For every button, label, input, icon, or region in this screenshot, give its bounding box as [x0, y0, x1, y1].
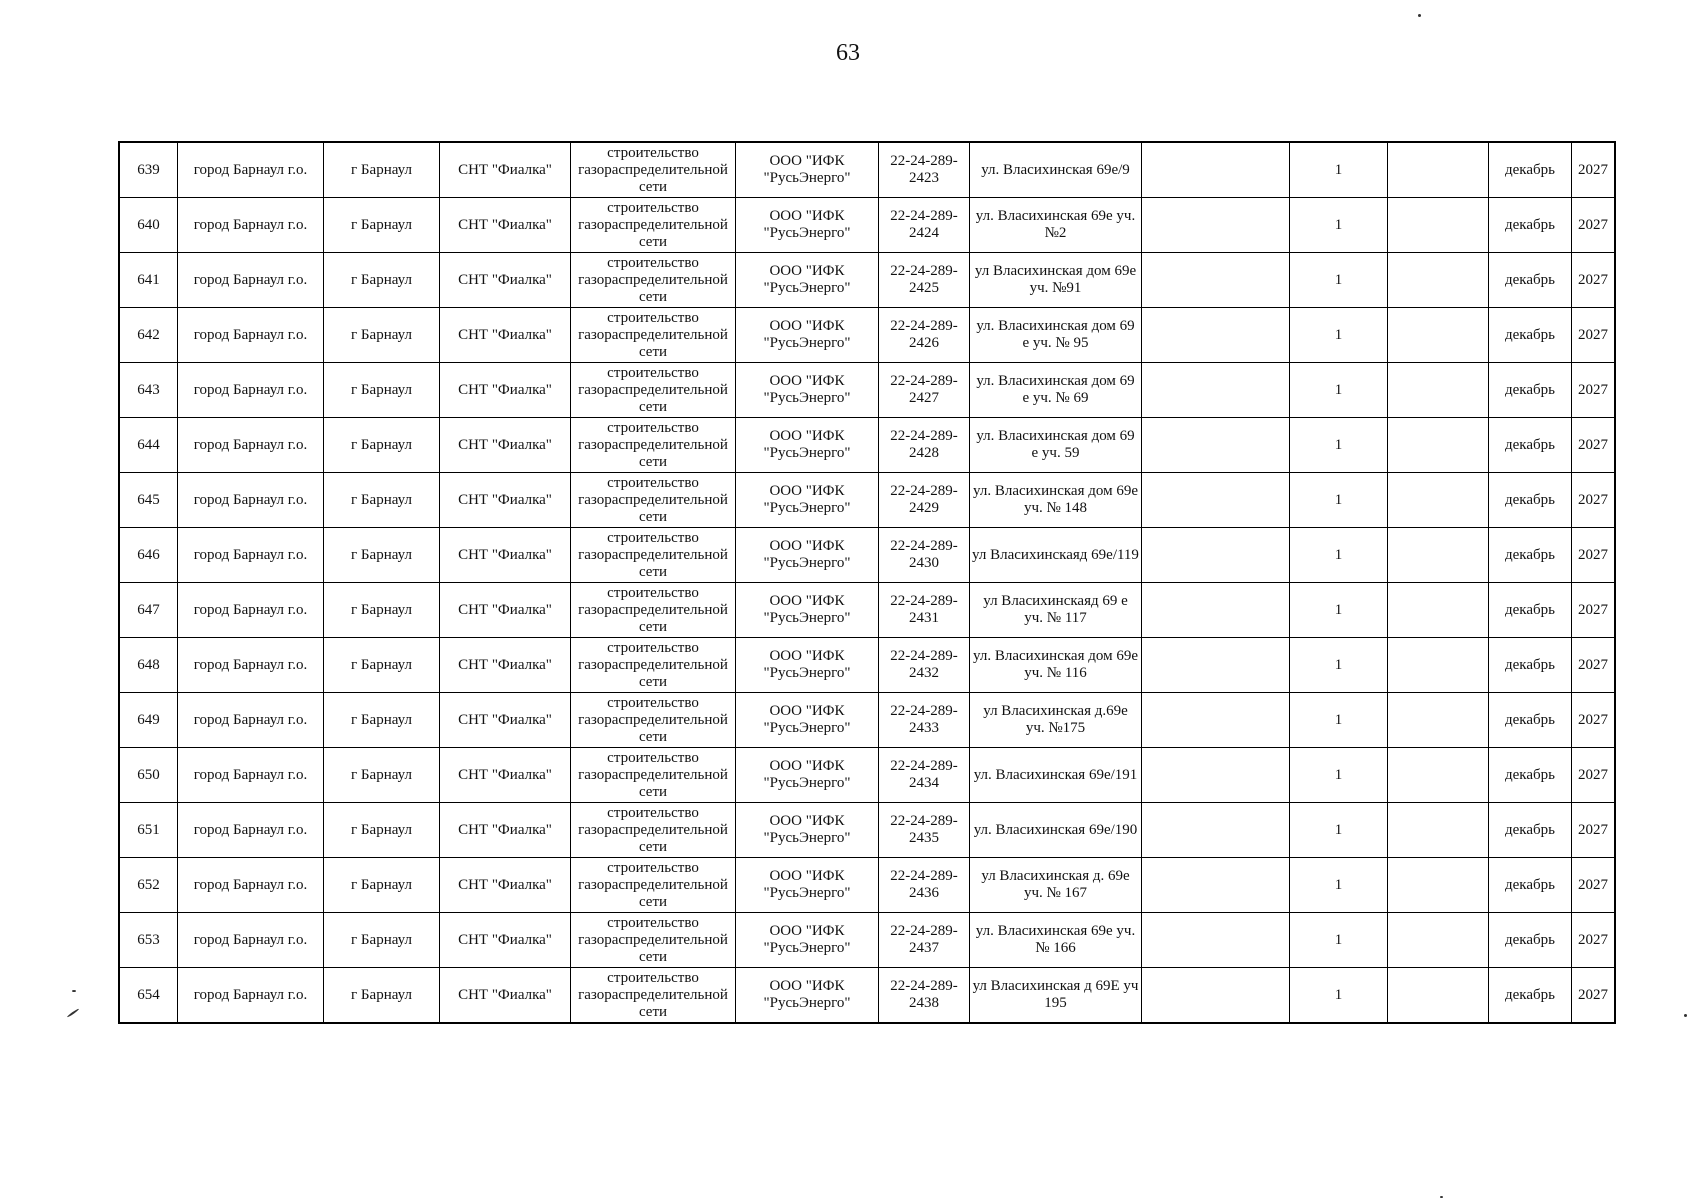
address-cell: ул. Власихинская дом 69е уч. № 116: [970, 638, 1142, 693]
table-row: [119, 528, 1615, 583]
address-cell: ул. Власихинская 69е/9: [970, 142, 1142, 198]
address-cell: ул. Власихинская 69е/190: [970, 803, 1142, 858]
table-row: [119, 968, 1615, 1024]
month-cell: декабрь: [1489, 913, 1572, 968]
table-row: [119, 198, 1615, 253]
snt-cell: СНТ "Фиалка": [440, 803, 571, 858]
year-cell: 2027: [1572, 308, 1616, 363]
quantity-cell: 1: [1290, 473, 1388, 528]
municipality-cell: город Барнаул г.о.: [178, 418, 324, 473]
work-type-cell: строительство газораспределительной сети: [571, 473, 736, 528]
empty-cell: [1388, 528, 1489, 583]
work-type-cell: строительство газораспределительной сети: [571, 528, 736, 583]
table-row: [119, 142, 1615, 198]
snt-cell: СНТ "Фиалка": [440, 968, 571, 1024]
table-row: [119, 363, 1615, 418]
city-cell: г Барнаул: [324, 142, 440, 198]
address-cell: ул. Власихинская дом 69 е уч. № 95: [970, 308, 1142, 363]
address-cell: ул. Власихинская дом 69 е уч. № 69: [970, 363, 1142, 418]
empty-cell: [1388, 583, 1489, 638]
row-number: 639: [119, 142, 178, 198]
quantity-cell: 1: [1290, 638, 1388, 693]
year-cell: 2027: [1572, 748, 1616, 803]
code-cell: 22-24-289-2436: [879, 858, 970, 913]
quantity-cell: 1: [1290, 693, 1388, 748]
table-row: [119, 748, 1615, 803]
organization-cell: ООО "ИФК "РусьЭнерго": [736, 638, 879, 693]
work-type-cell: строительство газораспределительной сети: [571, 968, 736, 1024]
organization-cell: ООО "ИФК "РусьЭнерго": [736, 968, 879, 1024]
address-cell: ул Власихинскаяд 69 е уч. № 117: [970, 583, 1142, 638]
city-cell: г Барнаул: [324, 858, 440, 913]
municipality-cell: город Барнаул г.о.: [178, 528, 324, 583]
quantity-cell: 1: [1290, 803, 1388, 858]
quantity-cell: 1: [1290, 858, 1388, 913]
empty-cell: [1142, 583, 1290, 638]
work-type-cell: строительство газораспределительной сети: [571, 253, 736, 308]
municipality-cell: город Барнаул г.о.: [178, 858, 324, 913]
year-cell: 2027: [1572, 253, 1616, 308]
month-cell: декабрь: [1489, 638, 1572, 693]
year-cell: 2027: [1572, 198, 1616, 253]
city-cell: г Барнаул: [324, 418, 440, 473]
work-type-cell: строительство газораспределительной сети: [571, 858, 736, 913]
city-cell: г Барнаул: [324, 583, 440, 638]
address-cell: ул. Власихинская 69е/191: [970, 748, 1142, 803]
table-row: [119, 693, 1615, 748]
municipality-cell: город Барнаул г.о.: [178, 913, 324, 968]
scan-speck: [1440, 1196, 1443, 1198]
work-type-cell: строительство газораспределительной сети: [571, 638, 736, 693]
code-cell: 22-24-289-2430: [879, 528, 970, 583]
empty-cell: [1142, 913, 1290, 968]
row-number: 643: [119, 363, 178, 418]
snt-cell: СНТ "Фиалка": [440, 528, 571, 583]
code-cell: 22-24-289-2437: [879, 913, 970, 968]
year-cell: 2027: [1572, 583, 1616, 638]
empty-cell: [1388, 638, 1489, 693]
address-cell: ул. Власихинская дом 69е уч. № 148: [970, 473, 1142, 528]
row-number: 641: [119, 253, 178, 308]
empty-cell: [1388, 473, 1489, 528]
year-cell: 2027: [1572, 473, 1616, 528]
empty-cell: [1142, 748, 1290, 803]
row-number: 650: [119, 748, 178, 803]
municipality-cell: город Барнаул г.о.: [178, 968, 324, 1024]
empty-cell: [1142, 142, 1290, 198]
municipality-cell: город Барнаул г.о.: [178, 803, 324, 858]
empty-cell: [1142, 198, 1290, 253]
code-cell: 22-24-289-2423: [879, 142, 970, 198]
quantity-cell: 1: [1290, 418, 1388, 473]
snt-cell: СНТ "Фиалка": [440, 308, 571, 363]
organization-cell: ООО "ИФК "РусьЭнерго": [736, 803, 879, 858]
empty-cell: [1388, 363, 1489, 418]
month-cell: декабрь: [1489, 693, 1572, 748]
empty-cell: [1142, 363, 1290, 418]
table-row: [119, 308, 1615, 363]
scan-speck: [1418, 14, 1421, 17]
empty-cell: [1388, 142, 1489, 198]
snt-cell: СНТ "Фиалка": [440, 473, 571, 528]
row-number: 647: [119, 583, 178, 638]
city-cell: г Барнаул: [324, 363, 440, 418]
snt-cell: СНТ "Фиалка": [440, 363, 571, 418]
organization-cell: ООО "ИФК "РусьЭнерго": [736, 528, 879, 583]
empty-cell: [1388, 803, 1489, 858]
registry-table: [118, 141, 1616, 1024]
address-cell: ул. Власихинская 69е уч. № 166: [970, 913, 1142, 968]
snt-cell: СНТ "Фиалка": [440, 253, 571, 308]
month-cell: декабрь: [1489, 528, 1572, 583]
city-cell: г Барнаул: [324, 913, 440, 968]
month-cell: декабрь: [1489, 253, 1572, 308]
city-cell: г Барнаул: [324, 968, 440, 1024]
work-type-cell: строительство газораспределительной сети: [571, 583, 736, 638]
address-cell: ул Власихинскаяд 69е/119: [970, 528, 1142, 583]
empty-cell: [1388, 418, 1489, 473]
month-cell: декабрь: [1489, 473, 1572, 528]
empty-cell: [1388, 748, 1489, 803]
snt-cell: СНТ "Фиалка": [440, 913, 571, 968]
empty-cell: [1142, 638, 1290, 693]
city-cell: г Барнаул: [324, 748, 440, 803]
year-cell: 2027: [1572, 418, 1616, 473]
table-row: [119, 913, 1615, 968]
municipality-cell: город Барнаул г.о.: [178, 142, 324, 198]
code-cell: 22-24-289-2424: [879, 198, 970, 253]
empty-cell: [1388, 253, 1489, 308]
code-cell: 22-24-289-2425: [879, 253, 970, 308]
code-cell: 22-24-289-2427: [879, 363, 970, 418]
quantity-cell: 1: [1290, 583, 1388, 638]
snt-cell: СНТ "Фиалка": [440, 858, 571, 913]
row-number: 653: [119, 913, 178, 968]
snt-cell: СНТ "Фиалка": [440, 142, 571, 198]
year-cell: 2027: [1572, 913, 1616, 968]
row-number: 652: [119, 858, 178, 913]
organization-cell: ООО "ИФК "РусьЭнерго": [736, 363, 879, 418]
address-cell: ул. Власихинская 69е уч. №2: [970, 198, 1142, 253]
municipality-cell: город Барнаул г.о.: [178, 473, 324, 528]
city-cell: г Барнаул: [324, 638, 440, 693]
quantity-cell: 1: [1290, 198, 1388, 253]
month-cell: декабрь: [1489, 858, 1572, 913]
row-number: 654: [119, 968, 178, 1024]
month-cell: декабрь: [1489, 308, 1572, 363]
empty-cell: [1142, 693, 1290, 748]
row-number: 646: [119, 528, 178, 583]
empty-cell: [1142, 473, 1290, 528]
code-cell: 22-24-289-2432: [879, 638, 970, 693]
work-type-cell: строительство газораспределительной сети: [571, 363, 736, 418]
code-cell: 22-24-289-2433: [879, 693, 970, 748]
municipality-cell: город Барнаул г.о.: [178, 583, 324, 638]
city-cell: г Барнаул: [324, 528, 440, 583]
row-number: 642: [119, 308, 178, 363]
city-cell: г Барнаул: [324, 473, 440, 528]
scan-speck: [72, 990, 76, 992]
code-cell: 22-24-289-2428: [879, 418, 970, 473]
table-row: [119, 583, 1615, 638]
snt-cell: СНТ "Фиалка": [440, 748, 571, 803]
municipality-cell: город Барнаул г.о.: [178, 363, 324, 418]
table-row: [119, 803, 1615, 858]
municipality-cell: город Барнаул г.о.: [178, 638, 324, 693]
empty-cell: [1142, 528, 1290, 583]
snt-cell: СНТ "Фиалка": [440, 638, 571, 693]
municipality-cell: город Барнаул г.о.: [178, 198, 324, 253]
table-row: [119, 473, 1615, 528]
organization-cell: ООО "ИФК "РусьЭнерго": [736, 473, 879, 528]
city-cell: г Барнаул: [324, 198, 440, 253]
quantity-cell: 1: [1290, 968, 1388, 1024]
snt-cell: СНТ "Фиалка": [440, 418, 571, 473]
month-cell: декабрь: [1489, 803, 1572, 858]
city-cell: г Барнаул: [324, 308, 440, 363]
month-cell: декабрь: [1489, 418, 1572, 473]
year-cell: 2027: [1572, 363, 1616, 418]
quantity-cell: 1: [1290, 363, 1388, 418]
empty-cell: [1388, 198, 1489, 253]
snt-cell: СНТ "Фиалка": [440, 583, 571, 638]
year-cell: 2027: [1572, 803, 1616, 858]
quantity-cell: 1: [1290, 142, 1388, 198]
city-cell: г Барнаул: [324, 253, 440, 308]
municipality-cell: город Барнаул г.о.: [178, 253, 324, 308]
year-cell: 2027: [1572, 528, 1616, 583]
address-cell: ул Власихинская дом 69е уч. №91: [970, 253, 1142, 308]
page-number: 63: [836, 40, 860, 66]
empty-cell: [1142, 803, 1290, 858]
snt-cell: СНТ "Фиалка": [440, 693, 571, 748]
year-cell: 2027: [1572, 142, 1616, 198]
quantity-cell: 1: [1290, 308, 1388, 363]
year-cell: 2027: [1572, 968, 1616, 1024]
month-cell: декабрь: [1489, 968, 1572, 1024]
organization-cell: ООО "ИФК "РусьЭнерго": [736, 418, 879, 473]
city-cell: г Барнаул: [324, 803, 440, 858]
work-type-cell: строительство газораспределительной сети: [571, 693, 736, 748]
municipality-cell: город Барнаул г.о.: [178, 308, 324, 363]
work-type-cell: строительство газораспределительной сети: [571, 913, 736, 968]
month-cell: декабрь: [1489, 198, 1572, 253]
organization-cell: ООО "ИФК "РусьЭнерго": [736, 748, 879, 803]
empty-cell: [1142, 253, 1290, 308]
table-row: [119, 858, 1615, 913]
empty-cell: [1142, 858, 1290, 913]
municipality-cell: город Барнаул г.о.: [178, 693, 324, 748]
work-type-cell: строительство газораспределительной сети: [571, 198, 736, 253]
empty-cell: [1388, 858, 1489, 913]
table-row: [119, 253, 1615, 308]
empty-cell: [1388, 968, 1489, 1024]
organization-cell: ООО "ИФК "РусьЭнерго": [736, 858, 879, 913]
organization-cell: ООО "ИФК "РусьЭнерго": [736, 142, 879, 198]
row-number: 644: [119, 418, 178, 473]
table-row: [119, 418, 1615, 473]
code-cell: 22-24-289-2429: [879, 473, 970, 528]
table-body: [119, 142, 1615, 1023]
empty-cell: [1388, 693, 1489, 748]
row-number: 640: [119, 198, 178, 253]
scan-speck: [1684, 1014, 1687, 1017]
month-cell: декабрь: [1489, 748, 1572, 803]
row-number: 651: [119, 803, 178, 858]
municipality-cell: город Барнаул г.о.: [178, 748, 324, 803]
address-cell: ул. Власихинская дом 69 е уч. 59: [970, 418, 1142, 473]
code-cell: 22-24-289-2434: [879, 748, 970, 803]
city-cell: г Барнаул: [324, 693, 440, 748]
work-type-cell: строительство газораспределительной сети: [571, 803, 736, 858]
quantity-cell: 1: [1290, 253, 1388, 308]
year-cell: 2027: [1572, 638, 1616, 693]
work-type-cell: строительство газораспределительной сети: [571, 308, 736, 363]
month-cell: декабрь: [1489, 583, 1572, 638]
quantity-cell: 1: [1290, 913, 1388, 968]
month-cell: декабрь: [1489, 363, 1572, 418]
year-cell: 2027: [1572, 858, 1616, 913]
organization-cell: ООО "ИФК "РусьЭнерго": [736, 308, 879, 363]
empty-cell: [1142, 308, 1290, 363]
scan-mark: [67, 1008, 80, 1018]
row-number: 648: [119, 638, 178, 693]
organization-cell: ООО "ИФК "РусьЭнерго": [736, 253, 879, 308]
code-cell: 22-24-289-2431: [879, 583, 970, 638]
code-cell: 22-24-289-2438: [879, 968, 970, 1024]
address-cell: ул Власихинская д.69е уч. №175: [970, 693, 1142, 748]
code-cell: 22-24-289-2426: [879, 308, 970, 363]
quantity-cell: 1: [1290, 748, 1388, 803]
address-cell: ул Власихинская д 69Е уч 195: [970, 968, 1142, 1024]
snt-cell: СНТ "Фиалка": [440, 198, 571, 253]
row-number: 649: [119, 693, 178, 748]
organization-cell: ООО "ИФК "РусьЭнерго": [736, 583, 879, 638]
quantity-cell: 1: [1290, 528, 1388, 583]
table-row: [119, 638, 1615, 693]
code-cell: 22-24-289-2435: [879, 803, 970, 858]
address-cell: ул Власихинская д. 69е уч. № 167: [970, 858, 1142, 913]
organization-cell: ООО "ИФК "РусьЭнерго": [736, 913, 879, 968]
empty-cell: [1388, 913, 1489, 968]
organization-cell: ООО "ИФК "РусьЭнерго": [736, 693, 879, 748]
work-type-cell: строительство газораспределительной сети: [571, 418, 736, 473]
work-type-cell: строительство газораспределительной сети: [571, 748, 736, 803]
empty-cell: [1142, 418, 1290, 473]
month-cell: декабрь: [1489, 142, 1572, 198]
row-number: 645: [119, 473, 178, 528]
organization-cell: ООО "ИФК "РусьЭнерго": [736, 198, 879, 253]
empty-cell: [1142, 968, 1290, 1024]
year-cell: 2027: [1572, 693, 1616, 748]
empty-cell: [1388, 308, 1489, 363]
work-type-cell: строительство газораспределительной сети: [571, 142, 736, 198]
